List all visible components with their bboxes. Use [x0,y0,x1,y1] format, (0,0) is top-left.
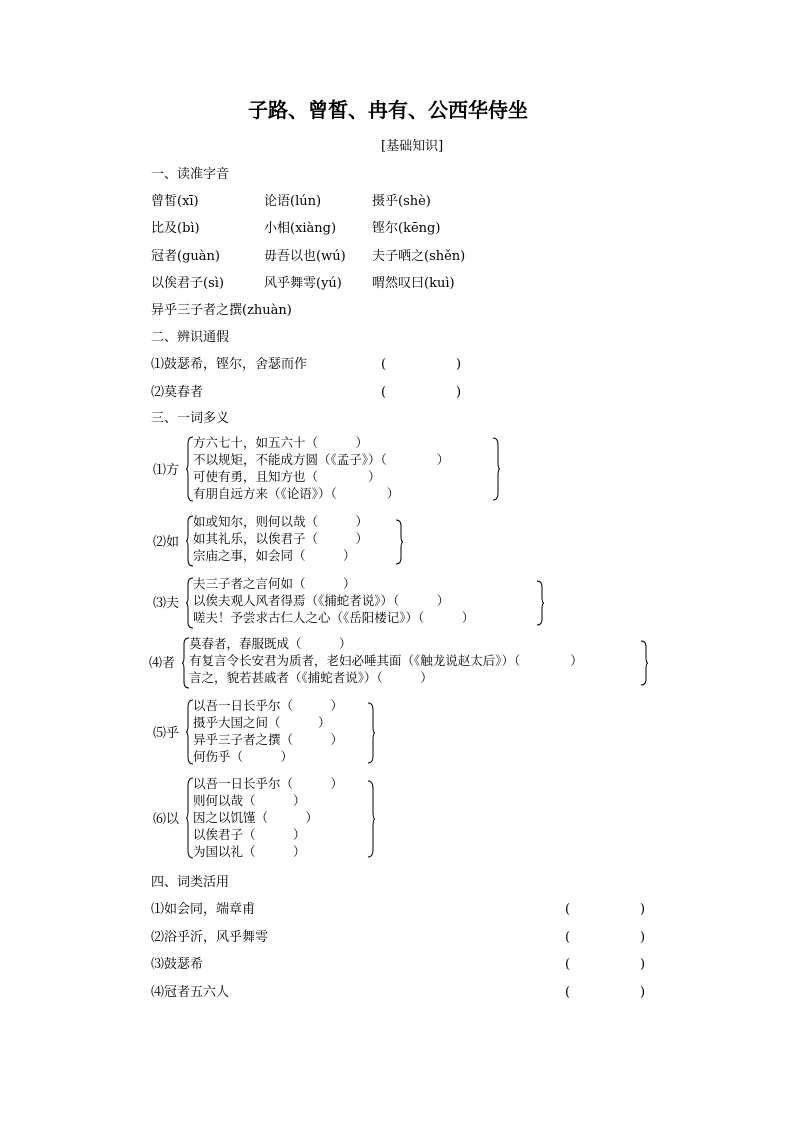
right-brace [367,780,375,858]
polysemy-line: 如或知尔，则何以哉（ ） [193,514,369,529]
pinyin-item: 摄乎(shè) [372,194,431,209]
polysemy-label: ⑸乎 [153,726,180,741]
page-title: 子路、曾皙、冉有、公西华侍坐 [248,98,528,122]
pinyin-item: 铿尔(kēng) [372,221,441,236]
loan-item: ⑴鼓瑟希，铿尔，舍瑟而作 [151,357,308,372]
polysemy-line: 以吾一日长乎尔（ ） [193,698,344,713]
pinyin-item: 论语(lún) [264,194,322,209]
answer-paren-close: ) [640,902,646,917]
polysemy-line: 可使有勇，且知方也（ ） [193,469,381,484]
answer-paren-open: ( [381,357,387,372]
section-heading-pronunciation: 一、读准字音 [151,167,230,182]
polysemy-line: 不以规矩，不能成方圆（《孟子》）（ ） [193,452,450,467]
answer-paren-open: ( [565,902,571,917]
polysemy-line: 有复言令长安君为质者，老妇必唾其面（《触龙说赵太后》）（ ） [189,653,583,668]
polysemy-line: 摄乎大国之间（ ） [193,715,331,730]
polysemy-line: 异乎三子者之撰（ ） [193,732,344,747]
polysemy-label: ⑴方 [153,463,180,478]
pinyin-item: 异乎三子者之撰(zhuàn) [151,303,292,318]
section-heading-loan-characters: 二、辨识通假 [151,330,230,345]
right-brace [492,437,500,501]
right-brace [640,640,648,686]
polysemy-line: 何伤乎（ ） [193,749,294,764]
word-class-item: ⑶鼓瑟希 [151,957,204,972]
answer-paren-open: ( [565,930,571,945]
polysemy-line: 因之以饥馑（ ） [193,810,319,825]
polysemy-line: 以吾一日长乎尔（ ） [193,776,344,791]
polysemy-line: 莫春者，春服既成（ ） [189,636,352,651]
polysemy-label: ⑷者 [149,656,176,671]
answer-paren-close: ) [640,985,646,1000]
answer-paren-open: ( [381,385,387,400]
pinyin-item: 夫子哂之(shěn) [372,249,466,264]
right-brace [395,519,403,565]
pinyin-item: 风乎舞雩(yú) [264,276,342,291]
polysemy-line: 以俟君子（ ） [193,827,306,842]
polysemy-label: ⑵如 [153,535,180,550]
right-brace [536,580,544,626]
polysemy-line: 方六七十，如五六十（ ） [193,435,369,450]
word-class-item: ⑵浴乎沂，风乎舞雩 [151,930,269,945]
polysemy-label: ⑹以 [153,812,180,827]
polysemy-label: ⑶夫 [153,596,180,611]
pinyin-item: 比及(bì) [151,221,200,236]
polysemy-line: 有朋自远方来（《论语》）（ ） [193,486,400,501]
polysemy-line: 言之，貌若甚戚者（《捕蛇者说》）（ ） [189,670,433,685]
answer-paren-close: ) [456,385,462,400]
answer-paren-close: ) [640,957,646,972]
pinyin-item: 曾皙(xī) [151,194,199,209]
answer-paren-open: ( [565,985,571,1000]
polysemy-line: 以俟夫观人风者得焉（《捕蛇者说》）（ ） [193,593,450,608]
polysemy-line: 如其礼乐，以俟君子（ ） [193,531,369,546]
polysemy-line: 为国以礼（ ） [193,844,306,859]
polysemy-line: 夫三子者之言何如（ ） [193,576,356,591]
section-heading-polysemy: 三、一词多义 [151,411,230,426]
pinyin-item: 冠者(guàn) [151,249,220,264]
loan-item: ⑵莫春者 [151,385,204,400]
word-class-item: ⑴如会同，端章甫 [151,902,256,917]
right-brace [367,702,375,764]
polysemy-line: 宗庙之事，如会同（ ） [193,548,356,563]
pinyin-item: 小相(xiàng) [264,221,337,236]
answer-paren-open: ( [565,957,571,972]
section-heading-word-class: 四、词类活用 [151,875,230,890]
polysemy-line: 嗟夫！予尝求古仁人之心（《岳阳楼记》）（ ） [193,610,475,625]
polysemy-line: 则何以哉（ ） [193,793,306,808]
word-class-item: ⑷冠者五六人 [151,985,230,1000]
subtitle: [基础知识] [381,139,444,154]
pinyin-item: 以俟君子(sì) [151,276,224,291]
pinyin-item: 喟然叹曰(kuì) [372,276,455,291]
pinyin-item: 毋吾以也(wú) [264,249,346,264]
answer-paren-close: ) [640,930,646,945]
answer-paren-close: ) [456,357,462,372]
